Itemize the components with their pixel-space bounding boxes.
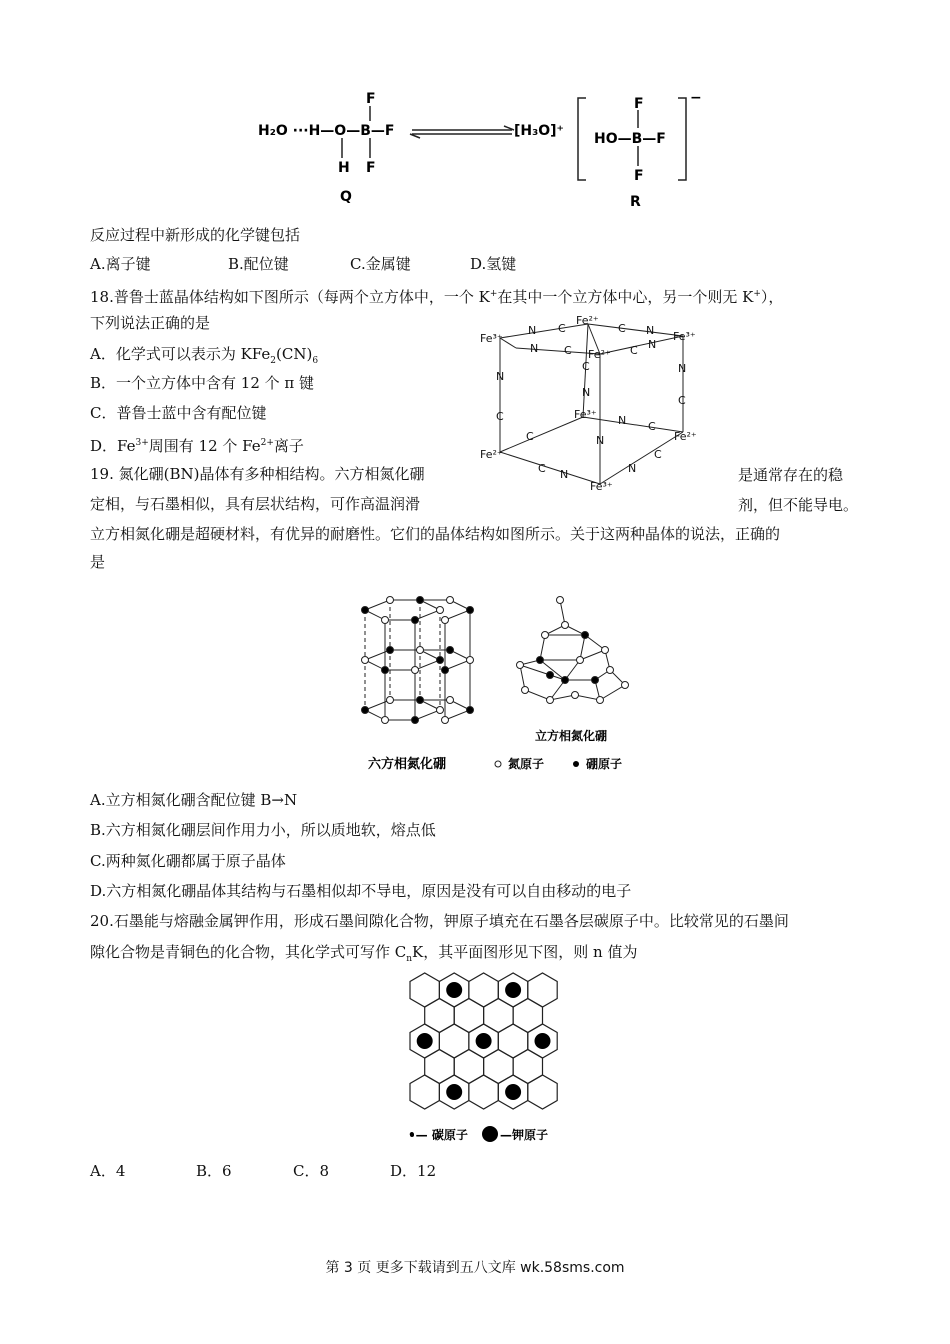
fe3-label: Fe³⁺ bbox=[574, 408, 597, 421]
q19-option-c: C.两种氮化硼都属于原子晶体 bbox=[90, 852, 286, 870]
n-label: N bbox=[628, 462, 637, 475]
potassium-atom bbox=[446, 982, 462, 998]
q17-option-c: C.金属键 bbox=[350, 255, 411, 273]
cubic-bn-lattice bbox=[520, 600, 625, 700]
potassium-atom bbox=[505, 1084, 521, 1100]
fig17-r-inner: HO—B—F bbox=[594, 131, 666, 147]
c-label: C bbox=[654, 448, 662, 461]
nitrogen-legend-icon bbox=[495, 761, 501, 767]
q20-option-d: D．12 bbox=[390, 1162, 437, 1180]
carbon-hexagon bbox=[484, 1050, 513, 1084]
q18-stem-line2: 下列说法正确的是 bbox=[90, 314, 211, 332]
q18-option-b: B．一个立方体中含有 12 个 π 键 bbox=[90, 374, 315, 392]
q18-option-c: C．普鲁士蓝中含有配位键 bbox=[90, 404, 267, 422]
q19-line3: 立方相氮化硼是超硬材料，有优异的耐磨性。它们的晶体结构如图所示。关于这两种晶体的说法，正确的 bbox=[90, 525, 781, 543]
fig17-q-label: Q bbox=[340, 189, 352, 205]
carbon-hexagon bbox=[528, 1075, 557, 1109]
q18-option-a: A．化学式可以表示为 $KFe_2(CN)_6$ bbox=[90, 345, 319, 366]
q17-stem: 反应过程中新形成的化学键包括 bbox=[90, 226, 301, 244]
carbon-hexagon bbox=[498, 1024, 528, 1058]
fig17-left-formula: H₂O ···H—O—B—F bbox=[258, 123, 395, 139]
c-label: C bbox=[558, 322, 566, 335]
c-label: C bbox=[630, 344, 638, 357]
n-label: N bbox=[596, 434, 605, 447]
fe3-label: Fe³⁺ bbox=[673, 330, 696, 343]
q19-line4: 是 bbox=[90, 553, 106, 571]
c-label: C bbox=[648, 420, 656, 433]
hexagonal-bn-caption: 六方相氮化硼 bbox=[368, 757, 447, 772]
q19-line1-right: 是通常存在的稳 bbox=[738, 466, 844, 484]
q17-option-d: D.氢键 bbox=[470, 255, 517, 273]
cubic-bn-caption: 立方相氮化硼 bbox=[535, 729, 608, 743]
fe3-label: Fe³⁺ bbox=[590, 480, 613, 493]
carbon-hexagon bbox=[469, 973, 498, 1007]
carbon-hexagon bbox=[528, 973, 557, 1007]
c-label: C bbox=[564, 344, 572, 357]
q20-line2: 隙化合物是青铜色的化合物，其化学式可写作 $C_nK$，其平面图形见下图，则 n 值为 bbox=[90, 943, 638, 964]
fe3-label: Fe³⁺ bbox=[480, 332, 503, 345]
carbon-hexagon bbox=[425, 999, 455, 1033]
carbon-hexagon bbox=[469, 1075, 498, 1109]
q19-line2-right: 剂，但不能导电。 bbox=[738, 496, 859, 514]
page-footer: 第 3 页 更多下载请到五八文库 wk.58sms.com bbox=[325, 1260, 625, 1276]
n-label: N bbox=[530, 342, 539, 355]
boron-legend-label: 硼原子 bbox=[586, 757, 623, 771]
q19-line2-left: 定相，与石墨相似，具有层状结构，可作高温润滑 bbox=[90, 495, 421, 513]
carbon-hexagon bbox=[454, 1050, 483, 1084]
n-label: N bbox=[618, 414, 627, 427]
fig17-h3o: [H₃O]⁺ bbox=[514, 123, 564, 139]
q19-bn-structures-figure bbox=[350, 590, 650, 780]
fe2-label: Fe²⁺ bbox=[576, 314, 599, 327]
fig17-bottom-f: F bbox=[366, 160, 376, 176]
potassium-atom bbox=[535, 1033, 551, 1049]
c-label: C bbox=[582, 360, 590, 373]
carbon-hexagon bbox=[513, 1050, 542, 1084]
q18-stem-line1: 18.普鲁士蓝晶体结构如下图所示（每两个立方体中，一个 K+在其中一个立方体中心，另一个则无 K+）， bbox=[90, 288, 784, 306]
n-label: N bbox=[496, 370, 505, 383]
q19-option-a: A.立方相氮化硼含配位键 B→N bbox=[90, 791, 298, 809]
q19-option-b: B.六方相氮化硼层间作用力小，所以质地软，熔点低 bbox=[90, 821, 436, 839]
fig17-reaction-diagram bbox=[250, 88, 710, 213]
q19-line1-left: 19. 氮化硼(BN)晶体有多种相结构。六方相氮化硼 bbox=[90, 465, 425, 483]
n-label: N bbox=[646, 324, 655, 337]
c-label: C bbox=[496, 410, 504, 423]
c-label: C bbox=[538, 462, 546, 475]
n-label: N bbox=[582, 386, 591, 399]
fig17-h-below: H bbox=[338, 160, 350, 176]
carbon-hexagon bbox=[439, 1024, 469, 1058]
fig17-r-bottom-f: F bbox=[634, 168, 644, 184]
q17-option-a: A.离子键 bbox=[90, 255, 151, 273]
q18-prussian-blue-figure bbox=[478, 312, 710, 500]
carbon-hexagon bbox=[484, 999, 513, 1033]
c-label: C bbox=[678, 394, 686, 407]
n-label: N bbox=[648, 338, 657, 351]
fe2-label: Fe²⁺ bbox=[588, 348, 611, 361]
fig17-r-top-f: F bbox=[634, 96, 644, 112]
carbon-hexagon bbox=[410, 1075, 439, 1109]
fig17-r-charge: − bbox=[690, 90, 702, 106]
q18-option-d: D．$Fe^{3+}$周围有 12 个 $Fe^{2+}$离子 bbox=[90, 437, 304, 455]
n-label: N bbox=[560, 468, 569, 481]
n-label: N bbox=[528, 324, 537, 337]
carbon-legend-label: •— 碳原子 bbox=[408, 1128, 468, 1142]
carbon-hexagon bbox=[425, 1050, 455, 1084]
potassium-atom bbox=[505, 982, 521, 998]
nitrogen-legend-label: 氮原子 bbox=[508, 757, 545, 771]
q19-option-d: D.六方相氮化硼晶体其结构与石墨相似却不导电，原因是没有可以自由移动的电子 bbox=[90, 882, 632, 900]
carbon-hexagon bbox=[513, 999, 542, 1033]
fig17-r-label: R bbox=[630, 194, 641, 210]
n-label: N bbox=[678, 362, 687, 375]
fe2-label: Fe²⁺ bbox=[480, 448, 503, 461]
boron-legend-icon bbox=[573, 761, 579, 767]
potassium-legend-icon bbox=[482, 1126, 498, 1142]
c-label: C bbox=[618, 322, 626, 335]
fig17-top-f: F bbox=[366, 91, 376, 107]
q20-option-c: C．8 bbox=[293, 1162, 330, 1180]
q20-graphite-figure bbox=[390, 970, 580, 1150]
q17-option-b: B.配位键 bbox=[228, 255, 289, 273]
q20-option-a: A．4 bbox=[90, 1162, 126, 1180]
carbon-hexagon bbox=[410, 973, 439, 1007]
potassium-atom bbox=[476, 1033, 492, 1049]
potassium-legend-label: —钾原子 bbox=[500, 1128, 549, 1142]
potassium-atom bbox=[446, 1084, 462, 1100]
c-label: C bbox=[526, 430, 534, 443]
q20-option-b: B．6 bbox=[196, 1162, 232, 1180]
fe2-label: Fe²⁺ bbox=[674, 430, 697, 443]
carbon-hexagon bbox=[454, 999, 483, 1033]
q20-line1: 20.石墨能与熔融金属钾作用，形成石墨间隙化合物，钾原子填充在石墨各层碳原子中。比较常见的石墨间 bbox=[90, 912, 789, 930]
potassium-atom bbox=[417, 1033, 433, 1049]
